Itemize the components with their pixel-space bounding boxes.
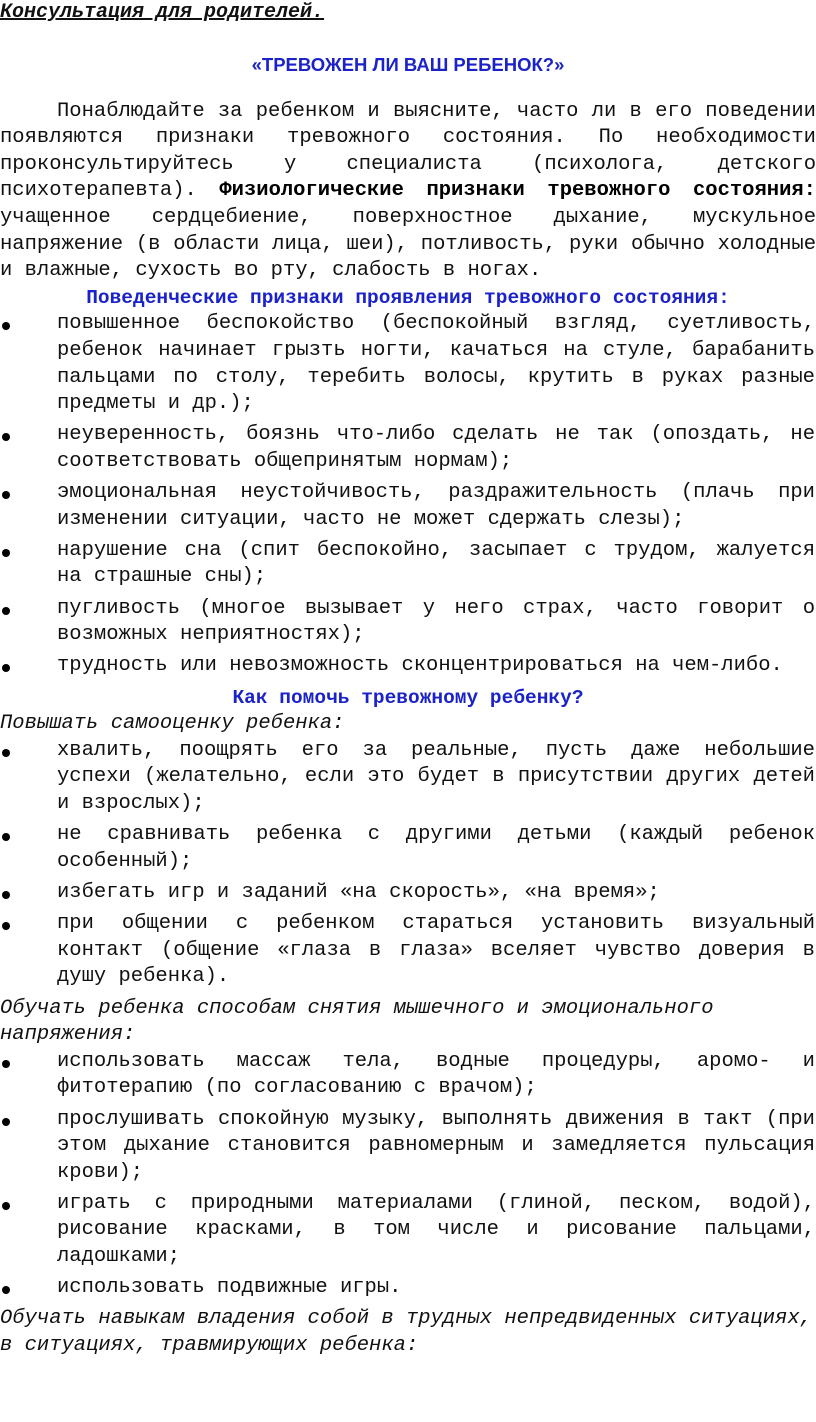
help-subhead-self-esteem: Повышать самооценку ребенка: bbox=[0, 712, 345, 736]
bullet-icon bbox=[2, 549, 10, 557]
list-item bbox=[0, 596, 816, 649]
list-item-text: трудность или невозможность сконцентрироваться на чем-либо. bbox=[57, 654, 783, 678]
list-item-text: играть с природными материалами (глиной, песком, водой), рисование красками, в том числе и рисование пальцами, ладошками; bbox=[57, 1191, 815, 1269]
behavior-list bbox=[0, 311, 816, 680]
list-item-text: избегать игр и заданий «на скорость», «на время»; bbox=[57, 880, 660, 904]
relaxation-list bbox=[0, 1049, 816, 1302]
bullet-icon bbox=[2, 433, 10, 441]
self-esteem-list bbox=[0, 738, 816, 991]
list-item-text: эмоциональная неустойчивость, раздражительность (плачь при изменении ситуации, часто не может сдержать слезы); bbox=[57, 481, 815, 531]
list-item-text: пугливость (многое вызывает у него страх, часто говорит о возможных неприятностях); bbox=[57, 596, 815, 647]
help-subhead-relaxation: Обучать ребенка способам снятия мышечного и эмоционального напряжения: bbox=[0, 996, 714, 1047]
list-item bbox=[0, 738, 816, 818]
list-item bbox=[0, 880, 816, 907]
list-item bbox=[0, 653, 816, 680]
bullet-icon bbox=[2, 922, 10, 930]
list-item bbox=[0, 1049, 816, 1102]
bullet-icon bbox=[2, 1118, 10, 1126]
list-item bbox=[0, 480, 816, 533]
list-item-text: при общении с ребенком стараться установить визуальный контакт (общение «глаза в глаза» вселяет чувство доверия в душу ребенка). bbox=[57, 912, 815, 989]
list-item-text: не сравнивать ребенка с другими детьми (каждый ребенок особенный); bbox=[57, 823, 815, 873]
intro-rest: учащенное сердцебиение, поверхностное дыхание, мускульное напряжение (в области лица, шеи), потливость, руки обычно холодные и влажные, сухость во рту, слабость в ногах. bbox=[0, 205, 816, 283]
list-item bbox=[0, 822, 816, 875]
list-item bbox=[0, 538, 816, 591]
bullet-icon bbox=[2, 322, 10, 330]
bullet-icon bbox=[2, 491, 10, 499]
list-item-text: использовать подвижные игры. bbox=[57, 1276, 402, 1300]
document-heading: Консультация для родителей. bbox=[0, 1, 325, 24]
list-item-text: хвалить, поощрять его за реальные, пусть даже небольшие успехи (желательно, если это будет в присутствии других детей и взрослых); bbox=[57, 738, 815, 815]
list-item-text: повышенное беспокойство (беспокойный взгляд, суетливость, ребенок начинает грызть ногти, качаться на стуле, барабанить пальцами по столу, теребить волосы, крутить в руках разные предметы и др.); bbox=[57, 312, 815, 416]
intro-bold-label: Физиологические признаки тревожного состояния: bbox=[219, 179, 816, 203]
list-item bbox=[0, 1107, 816, 1187]
list-item-text: прослушивать спокойную музыку, выполнять движения в такт (при этом дыхание становится равномерным и замедляется пульсация крови); bbox=[57, 1107, 815, 1184]
list-item-text: неуверенность, боязнь что-либо сделать не так (опоздать, не соответствовать общепринятым нормам); bbox=[57, 423, 815, 473]
list-item-text: использовать массаж тела, водные процедуры, аромо- и фитотерапию (по согласованию с врачом); bbox=[57, 1049, 815, 1100]
intro-paragraph bbox=[0, 99, 816, 285]
bullet-icon bbox=[2, 607, 10, 615]
list-item-text: нарушение сна (спит беспокойно, засыпает с трудом, жалуется на страшные сны); bbox=[57, 538, 815, 589]
bullet-icon bbox=[2, 891, 10, 899]
bullet-icon bbox=[2, 1286, 10, 1294]
bullet-icon bbox=[2, 664, 10, 672]
list-item bbox=[0, 911, 816, 991]
list-item bbox=[0, 1191, 816, 1271]
help-subhead-self-control: Обучать навыкам владения собой в трудных непредвиденных ситуациях, в ситуациях, травмирующих ребенка: bbox=[0, 1307, 812, 1358]
document-title: «ТРЕВОЖЕН ЛИ ВАШ РЕБЕНОК?» bbox=[251, 53, 565, 75]
list-item bbox=[0, 422, 816, 475]
help-section-title: Как помочь тревожному ребенку? bbox=[232, 686, 584, 709]
behavior-section-title: Поведенческие признаки проявления тревожного состояния: bbox=[86, 286, 730, 309]
bullet-icon bbox=[2, 833, 10, 841]
list-item bbox=[0, 1275, 816, 1302]
intro-text: Понаблюдайте за ребенком и выясните, часто ли в его поведении появляются признаки тревожного состояния. По необходимости проконсультируйтесь у специалиста (психолога, детского психотерапевта). bbox=[0, 99, 816, 203]
bullet-icon bbox=[2, 1202, 10, 1210]
bullet-icon bbox=[2, 1060, 10, 1068]
list-item bbox=[0, 311, 816, 417]
bullet-icon bbox=[2, 749, 10, 757]
